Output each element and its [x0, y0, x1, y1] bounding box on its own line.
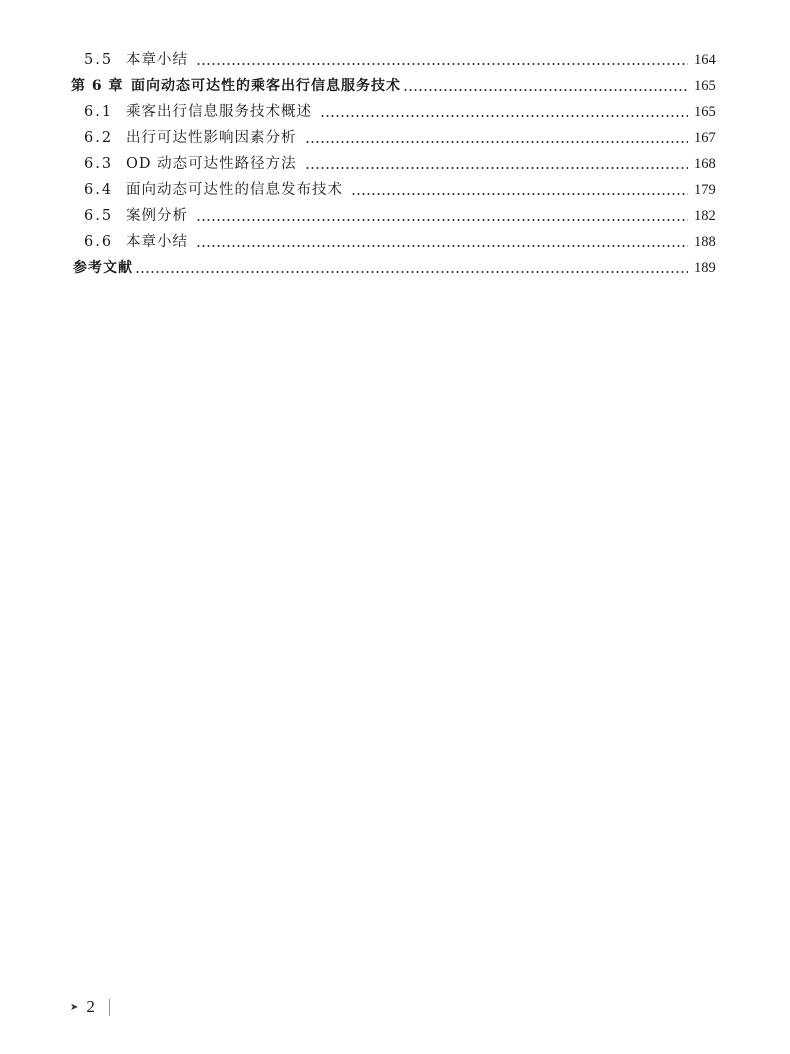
toc-entry-page: 179 [694, 182, 716, 198]
dot-leader [351, 177, 688, 203]
toc-entry-title: 面向动态可达性的信息发布技术 [126, 182, 343, 198]
toc-entry-chapter-6[interactable] [0, 73, 790, 99]
page-number: 2 [86, 997, 95, 1016]
toc-entry-number: 6.6 [84, 234, 114, 250]
dot-leader [196, 203, 688, 229]
toc-entry-page: 165 [694, 104, 716, 120]
toc-entry-number: 6.4 [84, 182, 114, 198]
toc-entry-5-5[interactable] [0, 47, 790, 73]
toc-entry-page: 189 [694, 260, 716, 276]
toc-entry-page: 164 [694, 52, 716, 68]
toc-entry-6-2[interactable] [0, 125, 790, 151]
toc-entry-title: 案例分析 [126, 208, 188, 224]
toc-entry-number: 5.5 [84, 52, 114, 68]
toc-entry-page: 167 [694, 130, 716, 146]
toc-entry-number: 6.1 [84, 104, 114, 120]
toc-entry-title: 出行可达性影响因素分析 [126, 130, 297, 146]
dot-leader [320, 99, 688, 125]
toc-entry-title: 本章小结 [126, 234, 188, 250]
dot-leader [305, 151, 688, 177]
dot-leader [305, 125, 689, 151]
toc-entry-page: 165 [694, 78, 716, 94]
dot-leader [135, 255, 688, 281]
toc-entry-number: 6.2 [84, 130, 114, 146]
toc-entry-page: 168 [694, 156, 716, 172]
dot-leader [196, 229, 688, 255]
toc-entry-title: 本章小结 [126, 52, 188, 68]
page-footer [70, 997, 110, 1017]
toc-entry-title: 参考文献 [73, 260, 133, 276]
toc-entry-6-4[interactable] [0, 177, 790, 203]
dot-leader [196, 47, 688, 73]
toc-entry-title: OD 动态可达性路径方法 [126, 156, 297, 172]
triangle-right-icon: ➤ [70, 1001, 79, 1013]
toc-entry-6-5[interactable] [0, 203, 790, 229]
toc-entry-6-3[interactable] [0, 151, 790, 177]
footer-divider [109, 999, 110, 1016]
table-of-contents [0, 47, 790, 281]
toc-entry-number: 第 6 章 [71, 78, 124, 94]
toc-entry-number: 6.5 [84, 208, 114, 224]
toc-entry-title: 面向动态可达性的乘客出行信息服务技术 [131, 78, 401, 94]
toc-entry-6-1[interactable] [0, 99, 790, 125]
dot-leader [403, 73, 688, 99]
toc-entry-number: 6.3 [84, 156, 114, 172]
toc-entry-page: 188 [694, 234, 716, 250]
toc-entry-page: 182 [694, 208, 716, 224]
toc-entry-title: 乘客出行信息服务技术概述 [126, 104, 312, 120]
toc-entry-6-6[interactable] [0, 229, 790, 255]
toc-entry-references[interactable] [0, 255, 790, 281]
